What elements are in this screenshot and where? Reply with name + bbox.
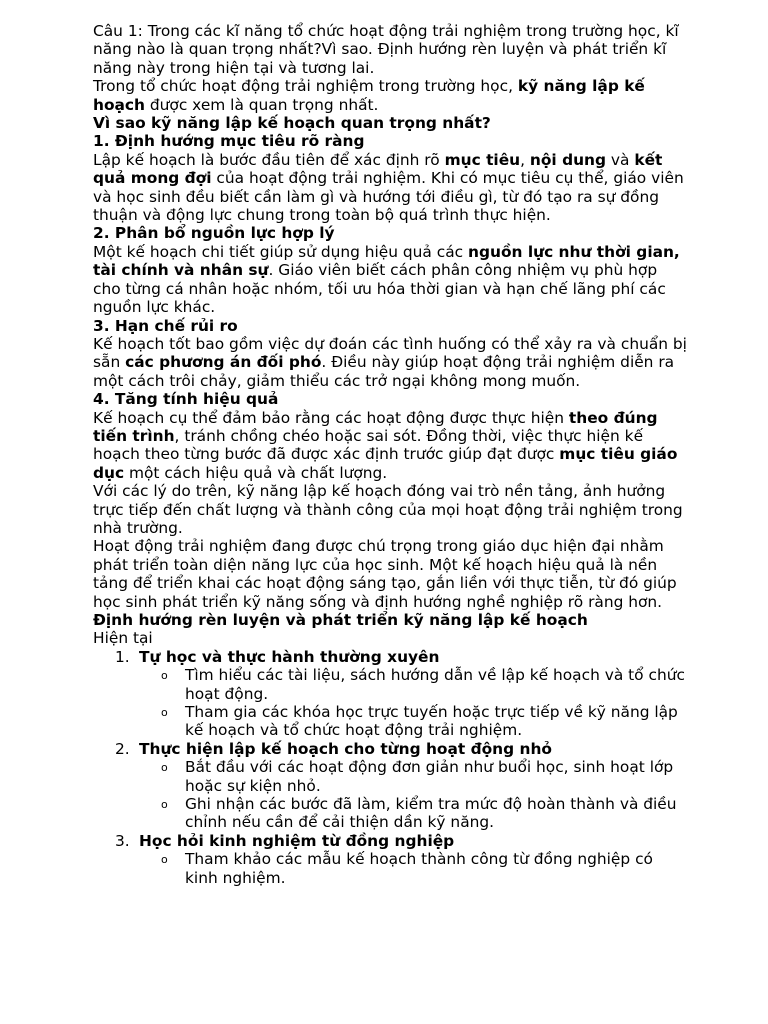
- reason-text: . Điều này giúp hoạt động trải nghiệm diễn ra một cách trôi chảy, giảm thiểu các trở ngại không mong muốn.: [93, 353, 675, 390]
- intro-paragraph: [93, 77, 688, 114]
- orientation-heading: [93, 611, 688, 629]
- sub-list-item: o Tìm hiểu các tài liệu, sách hướng dẫn về lập kế hoạch và tổ chức hoạt động.: [185, 666, 688, 703]
- reason-paragraph: [93, 243, 688, 317]
- sub-list: [139, 666, 688, 740]
- list-item: [115, 739, 688, 832]
- reason-text: Kế hoạch cụ thể đảm bảo rằng các hoạt động được thực hiện: [93, 408, 569, 427]
- reason-text: , tránh chồng chéo hoặc sai sót. Đồng thời, việc thực hiện kế hoạch theo từng bước đã được xác định trước giúp đạt được: [93, 426, 644, 464]
- orientation-heading-text: Định hướng rèn luyện và phát triển kỹ năng lập kế hoạch: [93, 611, 588, 629]
- reason-text: Lập kế hoạch là bước đầu tiên để xác định rõ: [93, 150, 445, 169]
- reason-heading-text: 3. Hạn chế rủi ro: [93, 316, 238, 335]
- intro-text: Trong tổ chức hoạt động trải nghiệm trong trường học,: [93, 77, 518, 96]
- reason-highlight: nguồn lực như thời gian, tài chính và nhân sự: [93, 242, 680, 280]
- reason-text: Kế hoạch tốt bao gồm việc dự đoán các tình huống có thể xảy ra và chuẩn bị sẵn: [93, 334, 687, 372]
- sub-list-item: o Tham khảo các mẫu kế hoạch thành công từ đồng nghiệp có kinh nghiệm.: [185, 850, 688, 887]
- present-list: [93, 648, 688, 887]
- reason-text: Một kế hoạch chi tiết giúp sử dụng hiệu quả các: [93, 242, 469, 261]
- intro-text-end: được xem là quan trọng nhất.: [145, 95, 379, 114]
- reason-highlight: mục tiêu giáo dục: [93, 445, 678, 482]
- conclusion-paragraph: Hoạt động trải nghiệm đang được chú trọng trong giáo dục hiện đại nhằm phát triển toàn diện năng lực của học sinh. Một kế hoạch hiệu quả là nền tảng để triển khai các hoạt động sáng tạo, gắn liền với thực tiễn, từ đó giúp học sinh phát triển kỹ năng sống và định hướng nghề nghiệp rõ ràng hơn.: [93, 537, 677, 611]
- reason-heading-text: 2. Phân bổ nguồn lực hợp lý: [93, 224, 335, 243]
- list-number: 3.: [115, 831, 130, 850]
- reason-highlight: theo đúng tiến trình: [93, 408, 658, 445]
- sub-list-item: o Bắt đầu với các hoạt động đơn giản như buổi học, sinh hoạt lớp hoặc sự kiện nhỏ.: [185, 758, 688, 795]
- reason-paragraph: [93, 335, 688, 390]
- question-text: Câu 1: Trong các kĩ năng tổ chức hoạt động trải nghiệm trong trường học, kĩ năng nào là quan trọng nhất?Vì sao. Định hướng rèn luyện và phát triển kĩ năng này trong hiện tại và tương lai.: [93, 22, 679, 77]
- reason-highlight: mục tiêu: [444, 150, 521, 169]
- list-item: [115, 831, 688, 887]
- sub-list: [139, 758, 688, 832]
- reason-highlight: nội dung: [529, 150, 607, 169]
- reason-text: . Giáo viên biết cách phân công nhiệm vụ phù hợp cho từng cá nhân hoặc nhóm, tối ưu hóa thời gian và hạn chế lãng phí các nguồn lực khác.: [93, 261, 666, 317]
- list-item-title: Học hỏi kinh nghiệm từ đồng nghiệp: [139, 831, 455, 850]
- reason-text: một cách hiệu quả và chất lượng.: [124, 463, 388, 482]
- list-number: 1.: [115, 647, 130, 666]
- reason-heading: [93, 132, 688, 150]
- reason-paragraph: [93, 409, 688, 483]
- sub-list-item: o Ghi nhận các bước đã làm, kiểm tra mức độ hoàn thành và điều chỉnh nếu cần để cải thiện dần kỹ năng.: [185, 795, 688, 832]
- reason-highlight: kết quả mong đợi: [93, 150, 663, 188]
- reason-heading: [93, 317, 688, 335]
- list-item-title: Tự học và thực hành thường xuyên: [139, 647, 440, 666]
- reason-text: của hoạt động trải nghiệm. Khi có mục tiêu cụ thể, giáo viên và học sinh đều biết cần làm gì và hướng tới điều gì, từ đó tạo ra sự đồng thuận và động lực chung trong toàn bộ quá trình thực hiện.: [93, 169, 684, 225]
- reason-text: ,: [520, 150, 530, 169]
- intro-highlight: kỹ năng lập kế hoạch: [93, 77, 645, 114]
- conclusion-paragraph: Với các lý do trên, kỹ năng lập kế hoạch đóng vai trò nền tảng, ảnh hưởng trực tiếp đến chất lượng và thành công của mọi hoạt động trải nghiệm trong nhà trường.: [93, 482, 683, 537]
- reason-heading-text: 4. Tăng tính hiệu quả: [93, 390, 279, 409]
- reason-highlight: các phương án đối phó: [125, 353, 322, 372]
- list-item-title: Thực hiện lập kế hoạch cho từng hoạt động nhỏ: [139, 739, 552, 758]
- why-heading: [93, 114, 688, 132]
- reason-heading-text: 1. Định hướng mục tiêu rõ ràng: [93, 132, 365, 151]
- sub-list-item: o Tham gia các khóa học trực tuyến hoặc trực tiếp về kỹ năng lập kế hoạch và tổ chức hoạt động trải nghiệm.: [185, 703, 688, 740]
- reason-text: và: [606, 150, 635, 169]
- list-number: 2.: [115, 739, 130, 758]
- reason-heading: [93, 224, 688, 242]
- why-heading-text: Vì sao kỹ năng lập kế hoạch quan trọng nhất?: [93, 114, 491, 133]
- present-label: Hiện tại: [93, 629, 153, 648]
- list-item: [115, 647, 688, 740]
- reason-paragraph: [93, 151, 688, 225]
- sub-list: [139, 850, 688, 887]
- reason-heading: [93, 390, 688, 408]
